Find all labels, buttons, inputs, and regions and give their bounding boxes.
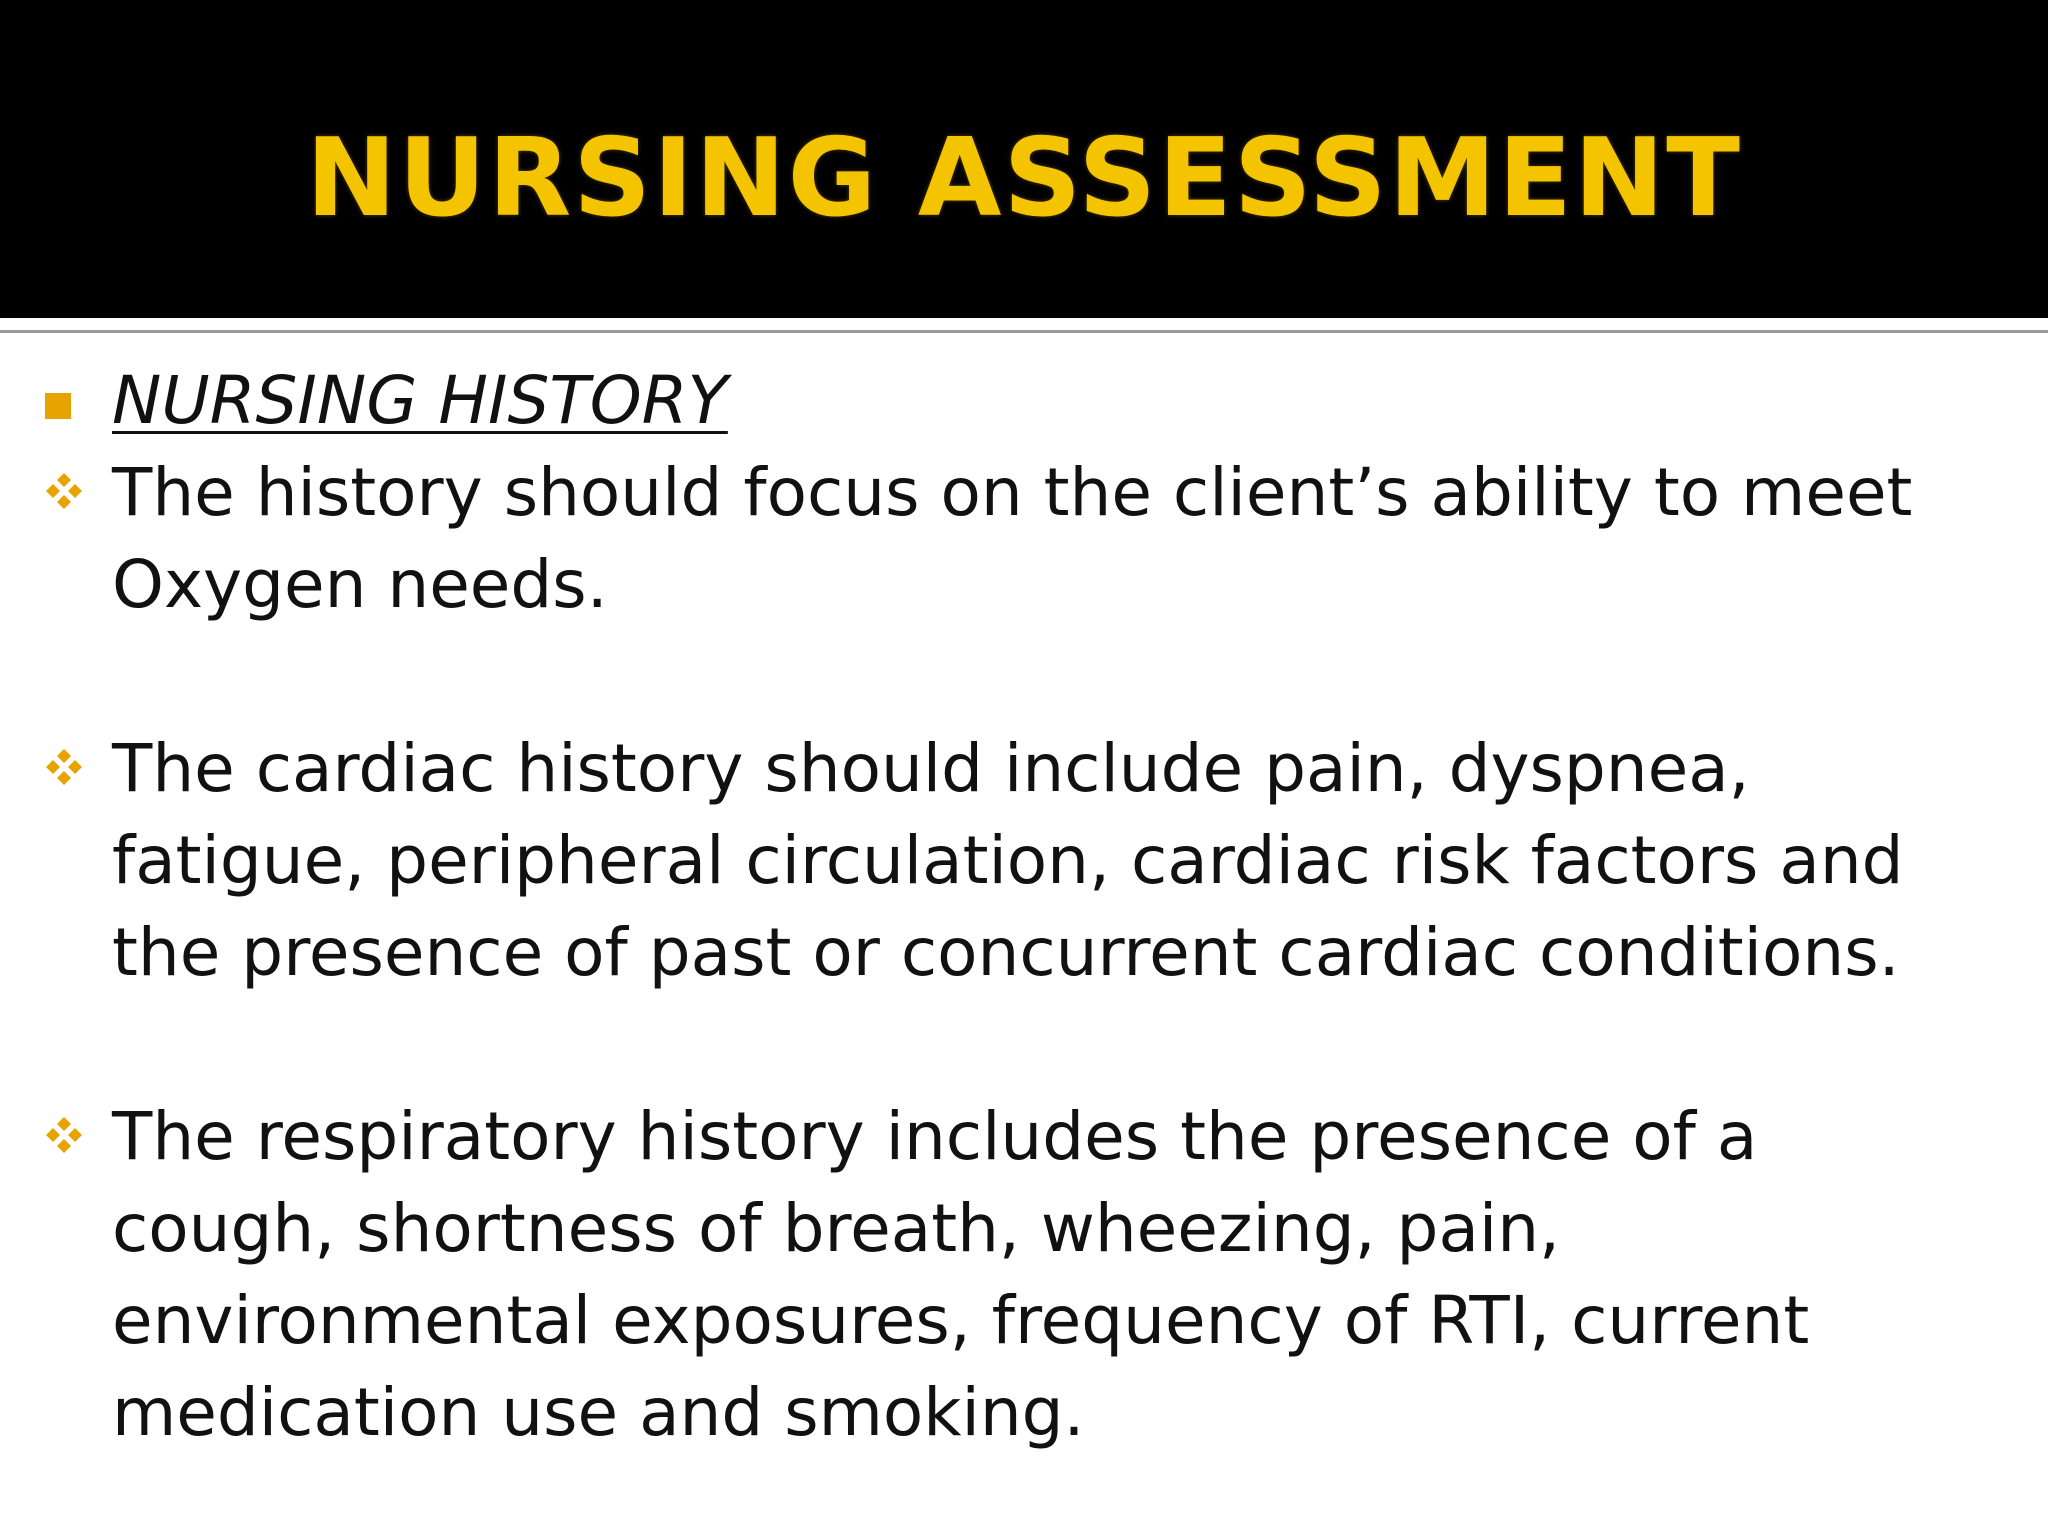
- diamond-bullet-icon: [44, 1115, 84, 1155]
- title-bar: [0, 0, 2048, 318]
- diamond-bullet-icon: [44, 471, 84, 511]
- slide-title: NURSING ASSESSMENT: [306, 116, 1742, 241]
- bullet-text: The respiratory history includes the presence of a cough, shortness of breath, wheezing, pain, environmental exposures, frequency of RTI, current medication use and smoking.: [112, 1098, 1810, 1451]
- title-divider: [0, 320, 2048, 333]
- bullet-text: The cardiac history should include pain, dyspnea, fatigue, peripheral circulation, cardiac risk factors and the presence of past or concurrent cardiac conditions.: [112, 730, 1904, 991]
- section-heading: NURSING HISTORY: [112, 362, 728, 439]
- square-bullet-icon: [45, 393, 71, 419]
- diamond-bullet-icon: [44, 747, 84, 787]
- bullet-text: The history should focus on the client’s ability to meet Oxygen needs.: [112, 454, 1913, 623]
